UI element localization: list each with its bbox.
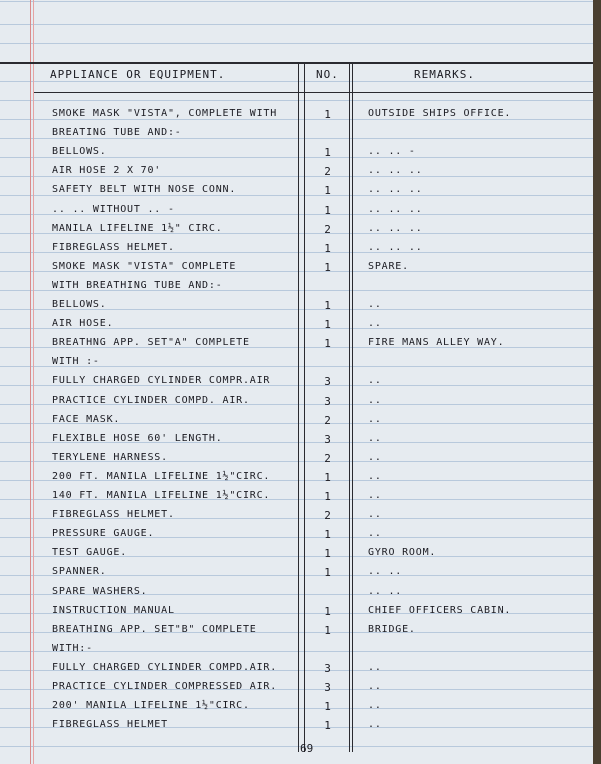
table-row [0, 165, 593, 181]
page-number: 69 [300, 742, 314, 755]
quantity: 2 [324, 509, 332, 523]
remarks-text: .. [368, 375, 382, 387]
remarks-text: CHIEF OFFICERS CABIN. [368, 604, 512, 616]
remarks-text: .. [368, 413, 382, 425]
equipment-name: INSTRUCTION MANUAL [52, 604, 175, 616]
quantity: 2 [324, 222, 332, 236]
table-row [0, 528, 593, 544]
table-row [0, 146, 593, 162]
table-row [0, 586, 593, 602]
column-header-appliance: APPLIANCE OR EQUIPMENT. [50, 68, 226, 81]
quantity: 1 [324, 203, 332, 217]
equipment-name: FIBREGLASS HELMET. [52, 509, 175, 521]
quantity: 1 [324, 566, 332, 580]
quantity: 1 [324, 528, 332, 542]
quantity: 3 [324, 432, 332, 446]
remarks-text: .. [368, 299, 382, 310]
quantity: 3 [324, 661, 332, 675]
table-row [0, 337, 593, 353]
remarks-text: .. [368, 661, 382, 673]
table-row [0, 204, 593, 220]
equipment-name: BELLOWS. [52, 299, 107, 310]
equipment-name: FACE MASK. [52, 413, 121, 425]
equipment-name: BELLOWS. [52, 146, 107, 158]
table-top-rule [0, 62, 593, 64]
equipment-name: .. .. WITHOUT .. - [52, 203, 175, 215]
table-row [0, 280, 593, 296]
table-row [0, 624, 593, 640]
equipment-name: FULLY CHARGED CYLINDER COMPR.AIR [52, 375, 271, 387]
remarks-text: .. [368, 681, 382, 692]
quantity: 1 [324, 260, 332, 274]
table-row [0, 700, 593, 716]
table-row [0, 375, 593, 391]
table-row [0, 318, 593, 334]
quantity: 1 [324, 700, 332, 714]
equipment-name: FULLY CHARGED CYLINDER COMPD.AIR. [52, 661, 278, 673]
remarks-text: .. [368, 432, 382, 444]
table-row [0, 395, 593, 411]
table-row [0, 184, 593, 200]
equipment-name: SMOKE MASK "VISTA" COMPLETE [52, 260, 237, 272]
remarks-text: GYRO ROOM. [368, 547, 437, 559]
equipment-name: SAFETY BELT WITH NOSE CONN. [52, 184, 237, 196]
remarks-text: .. [368, 700, 382, 712]
remarks-text: .. .. .. [368, 165, 423, 177]
table-row [0, 261, 593, 277]
remarks-text: .. [368, 490, 382, 501]
equipment-name: 140 FT. MANILA LIFELINE 1½"CIRC. [52, 490, 271, 501]
table-row [0, 566, 593, 582]
table-row [0, 433, 593, 449]
equipment-name: 200 FT. MANILA LIFELINE 1½"CIRC. [52, 470, 271, 482]
quantity: 1 [324, 719, 332, 733]
column-header-no: NO. [316, 68, 339, 81]
table-row [0, 242, 593, 258]
equipment-name: WITH:- [52, 642, 93, 654]
page-edge [593, 0, 601, 764]
equipment-name: PRACTICE CYLINDER COMPD. AIR. [52, 394, 250, 406]
equipment-name: 200' MANILA LIFELINE 1½"CIRC. [52, 700, 250, 712]
equipment-name: SMOKE MASK "VISTA", COMPLETE WITH [52, 108, 278, 119]
equipment-name: AIR HOSE. [52, 318, 114, 330]
table-row [0, 299, 593, 315]
table-row [0, 490, 593, 506]
table-row [0, 108, 593, 124]
column-header-remarks: REMARKS. [414, 68, 475, 81]
equipment-name: FIBREGLASS HELMET [52, 719, 168, 731]
equipment-name: WITH :- [52, 356, 100, 368]
equipment-name: PRACTICE CYLINDER COMPRESSED AIR. [52, 681, 278, 692]
remarks-text: FIRE MANS ALLEY WAY. [368, 337, 505, 349]
table-row [0, 662, 593, 678]
remarks-text: .. .. [368, 566, 403, 578]
table-row [0, 452, 593, 468]
remarks-text: .. [368, 394, 382, 406]
remarks-text: .. .. .. [368, 222, 423, 234]
quantity: 1 [324, 337, 332, 351]
quantity: 3 [324, 681, 332, 694]
equipment-name: BREATHNG APP. SET"A" COMPLETE [52, 337, 250, 349]
equipment-name: BREATING TUBE AND:- [52, 127, 182, 139]
quantity: 1 [324, 184, 332, 198]
quantity: 1 [324, 318, 332, 332]
remarks-text: SPARE. [368, 260, 409, 272]
quantity: 2 [324, 413, 332, 427]
equipment-name: MANILA LIFELINE 1½" CIRC. [52, 222, 223, 234]
remarks-text: .. .. .. [368, 184, 423, 196]
table-row [0, 471, 593, 487]
remarks-text: .. [368, 719, 382, 731]
quantity: 1 [324, 547, 332, 561]
remarks-text: .. [368, 451, 382, 463]
table-row [0, 719, 593, 735]
remarks-text: .. [368, 318, 382, 330]
header-underline [34, 92, 593, 93]
remarks-text: .. .. .. [368, 241, 423, 253]
quantity: 1 [324, 299, 332, 312]
remarks-text: BRIDGE. [368, 623, 416, 635]
remarks-text: .. .. [368, 585, 403, 597]
equipment-name: PRESSURE GAUGE. [52, 528, 155, 540]
equipment-name: FIBREGLASS HELMET. [52, 241, 175, 253]
remarks-text: .. .. - [368, 146, 416, 158]
equipment-name: TERYLENE HARNESS. [52, 451, 168, 463]
remarks-text: OUTSIDE SHIPS OFFICE. [368, 108, 512, 119]
equipment-name: WITH BREATHING TUBE AND:- [52, 279, 223, 291]
remarks-text: .. .. .. [368, 203, 423, 215]
remarks-text: .. [368, 509, 382, 521]
table-row [0, 356, 593, 372]
equipment-name: SPARE WASHERS. [52, 585, 148, 597]
table-row [0, 509, 593, 525]
table-row [0, 414, 593, 430]
equipment-name: BREATHING APP. SET"B" COMPLETE [52, 623, 257, 635]
table-row [0, 681, 593, 697]
remarks-text: .. [368, 528, 382, 540]
quantity: 2 [324, 451, 332, 465]
quantity: 2 [324, 165, 332, 179]
quantity: 1 [324, 108, 332, 121]
table-row [0, 223, 593, 239]
quantity: 1 [324, 490, 332, 503]
remarks-text: .. [368, 470, 382, 482]
quantity: 1 [324, 146, 332, 160]
quantity: 1 [324, 241, 332, 255]
equipment-name: SPANNER. [52, 566, 107, 578]
table-row [0, 547, 593, 563]
equipment-name: TEST GAUGE. [52, 547, 128, 559]
table-row [0, 605, 593, 621]
quantity: 3 [324, 394, 332, 408]
quantity: 1 [324, 623, 332, 637]
table-row [0, 127, 593, 143]
quantity: 1 [324, 604, 332, 618]
equipment-name: FLEXIBLE HOSE 60' LENGTH. [52, 432, 223, 444]
table-row [0, 643, 593, 659]
equipment-name: AIR HOSE 2 X 70' [52, 165, 162, 177]
quantity: 1 [324, 470, 332, 484]
quantity: 3 [324, 375, 332, 389]
